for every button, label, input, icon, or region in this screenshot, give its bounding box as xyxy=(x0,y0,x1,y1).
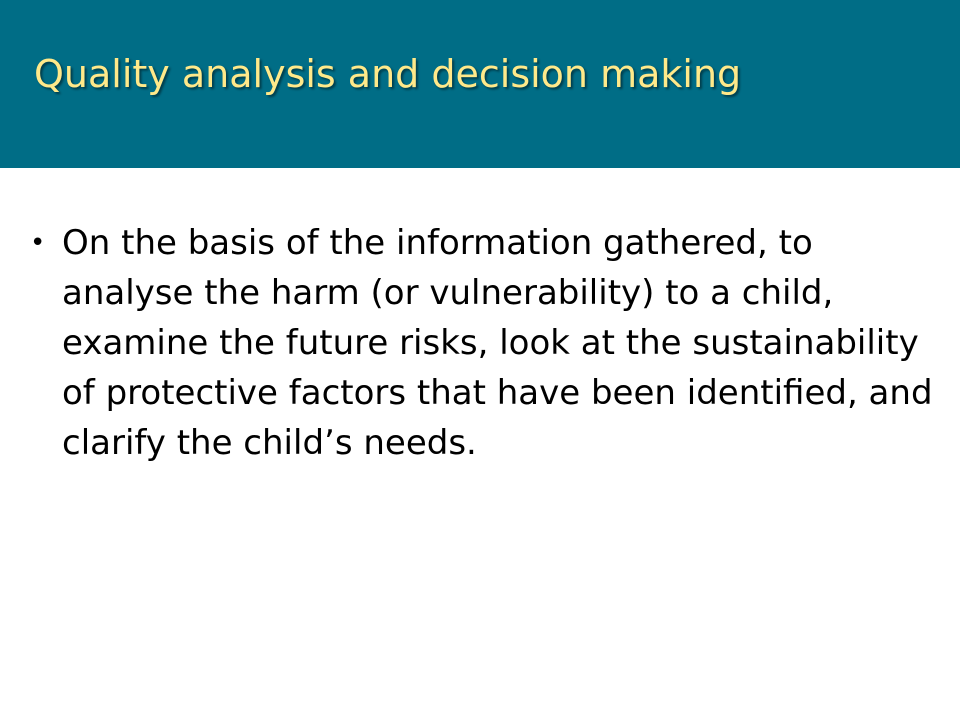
bullet-text: On the basis of the information gathered, to analyse the harm (or vulnerability) to a child, examine the future risks, look at the sustainability of protective factors that have been identified, and clarify the child’s needs. xyxy=(62,223,933,463)
slide-title: Quality analysis and decision making xyxy=(34,52,742,96)
bullet-item xyxy=(30,218,942,468)
bullet-marker: • xyxy=(30,228,46,258)
title-bar xyxy=(0,0,960,168)
bullet-list xyxy=(30,218,942,468)
